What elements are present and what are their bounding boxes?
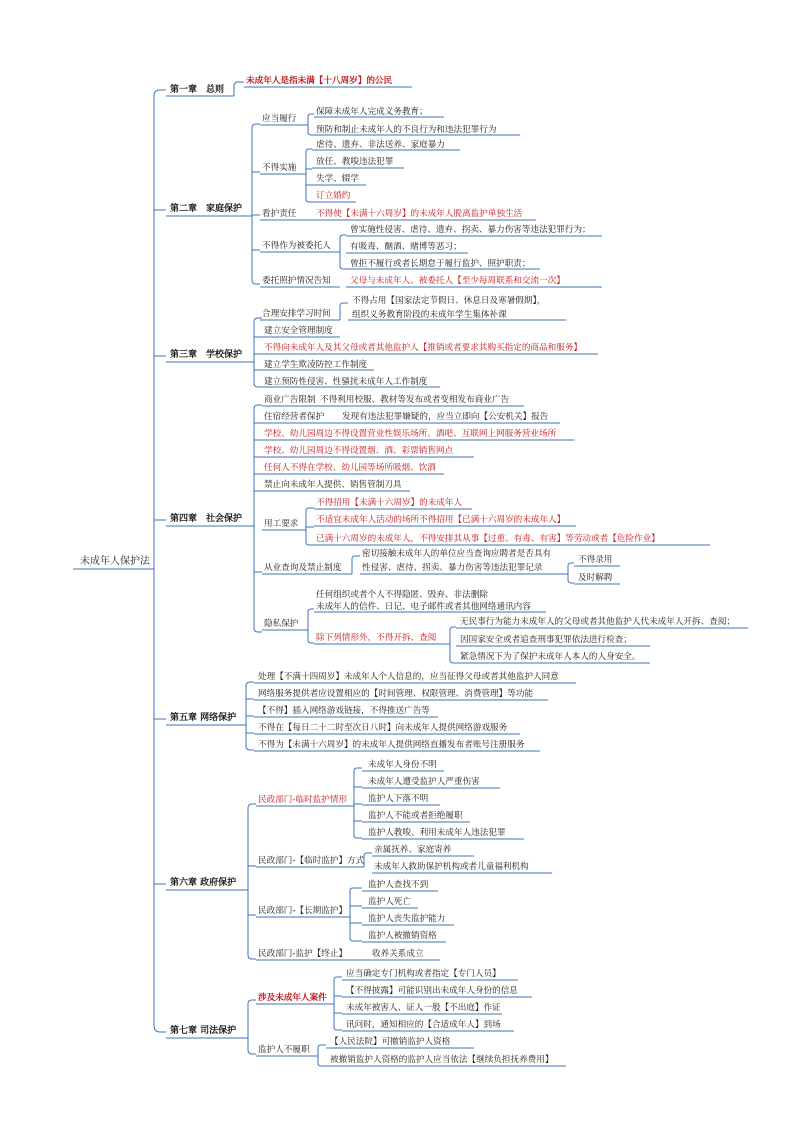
chapter-2-entrustee-item: 有吸毒、酗酒、赌博等恶习； xyxy=(350,242,462,252)
chapter-3-study-item: 组织义务教育阶段的未成年学生集体补课 xyxy=(352,310,507,320)
chapter-2-entrustee-item: 曾实施性侵害、虐待、遗弃、拐卖、暴力伤害等违法犯罪行为； xyxy=(350,225,591,235)
chapter-6-title: 第六章 政府保护 xyxy=(170,878,237,888)
chapter-2-prohibit-item: 失学、辍学 xyxy=(316,174,359,184)
root-label: 未成年人保护法 xyxy=(80,556,150,567)
chapter-4-employ-label: 用工要求 xyxy=(264,519,299,529)
chapter-4-item: 禁止向未成年人提供、销售管制刀具 xyxy=(264,480,402,490)
chapter-5-item: 处理【不满十四周岁】未成年人个人信息的，应当征得父母或者其他监护人同意 xyxy=(258,672,559,682)
chapter-2 xyxy=(166,105,602,287)
chapter-4-employ-item: 已满十六周岁的未成年人，不得安排其从事【过重、有毒、有害】等劳动或者【危险作业】 xyxy=(316,534,660,544)
chapter-4-item: 学校、幼儿园周边不得设置营业性娱乐场所、酒吧、互联网上网服务营业场所 xyxy=(264,429,557,439)
chapter-2-duty-item: 保障未成年人完成义务教育； xyxy=(316,107,428,117)
chapter-3-item: 建立学生欺凌防控工作制度 xyxy=(264,360,368,370)
chapter-7-title: 第七章 司法保护 xyxy=(170,1026,237,1036)
chapter-6-temp-label: 民政部门-临时监护情形 xyxy=(258,795,348,805)
chapter-4 xyxy=(166,393,748,663)
chapter-6-end-label: 民政部门-监护【终止】 xyxy=(258,949,348,959)
chapter-2-notify-label: 委托照护情况告知 xyxy=(262,276,331,286)
chapter-6-temp-method-item: 未成年人救助保护机构或者儿童福利机构 xyxy=(374,862,529,872)
chapter-4-check-item: 性侵害、虐待、拐卖、暴力伤害等违法犯罪记录 xyxy=(362,563,543,573)
chapter-6-temp-item: 监护人下落不明 xyxy=(368,794,429,804)
chapter-4-item: 任何人不得在学校、幼儿园等场所吸烟、饮酒 xyxy=(264,463,436,473)
chapter-2-prohibit-item: 放任、教唆违法犯罪 xyxy=(316,157,394,167)
chapter-6-long-item: 监护人丧失监护能力 xyxy=(368,914,446,924)
chapter-7-case-label: 涉及未成年人案件 xyxy=(258,993,327,1003)
chapter-4-privacy-case: 因国家安全或者追查刑事犯罪依法进行检查； xyxy=(460,635,632,645)
chapter-4-ad-item: 不得利用校服、教材等发布或者变相发布商业广告 xyxy=(320,395,510,405)
chapter-6-long-item: 监护人查找不到 xyxy=(368,880,429,890)
chapter-2-prohibit-item: 虐待、遗弃、非法送养、家庭暴力 xyxy=(316,140,445,150)
chapter-5-item: 不得为【未满十六周岁】的未成年人提供网络直播发布者账号注册服务 xyxy=(258,740,525,750)
chapter-2-care-item: 不得使【未满十六周岁】的未成年人脱离监护单独生活 xyxy=(316,209,523,219)
chapter-6-temp-item: 监护人教唆、利用未成年人违法犯罪 xyxy=(368,828,506,838)
chapter-2-notify-item: 父母与未成年人、被委托人【至少每周联系和交流一次】 xyxy=(350,276,565,286)
chapter-6-long-label: 民政部门-【长期监护】 xyxy=(258,906,348,916)
chapter-6-long-item: 监护人死亡 xyxy=(368,897,411,907)
chapter-4-privacy-item: 未成年人的信件、日记、电子邮件或者其他网络通讯内容 xyxy=(316,602,531,612)
chapter-1-item: 未成年人是指未满【十八周岁】的公民 xyxy=(246,76,393,86)
chapter-3 xyxy=(166,294,598,387)
chapter-7-case-item: 未成年被害人、证人一般【不出庭】作证 xyxy=(346,1003,501,1013)
chapter-4-check-result: 及时解聘 xyxy=(578,573,613,583)
chapter-4-hotel-label: 住宿经营者保护 xyxy=(264,412,325,422)
chapter-4-privacy-label: 隐私保护 xyxy=(264,619,299,629)
chapter-2-entrustee-label: 不得作为被委托人 xyxy=(262,241,331,251)
chapter-4-privacy-item: 任何组织或者个人不得隐匿、毁弃、非法删除 xyxy=(316,590,488,600)
chapter-7-guardian-item: 【人民法院】可撤销监护人资格 xyxy=(330,1037,451,1047)
chapter-2-duty-item: 预防和制止未成年人的不良行为和违法犯罪行为 xyxy=(316,125,497,135)
chapter-3-title: 第三章 学校保护 xyxy=(170,350,243,360)
chapter-3-item: 建立预防性侵害、性骚扰未成年人工作制度 xyxy=(264,377,428,387)
chapter-1 xyxy=(166,74,412,96)
chapter-3-study-label: 合理安排学习时间 xyxy=(262,309,331,319)
chapter-2-entrustee-item: 曾拒不履行或者长期怠于履行监护、照护职责； xyxy=(350,259,531,269)
chapter-5-item: 网络服务提供者应设置相应的【时间管理、权限管理、消费管理】等功能 xyxy=(258,689,534,699)
chapter-2-duty-label: 应当履行 xyxy=(262,114,297,124)
chapter-4-privacy-except: 除下列情形外，不得开拆、查阅 xyxy=(316,633,437,643)
root-node xyxy=(73,554,154,569)
chapter-2-prohibit-item: 订立婚约 xyxy=(316,191,351,201)
chapter-7-case-item: 应当确定专门机构或者指定【专门人员】 xyxy=(346,969,501,979)
chapter-6-temp-item: 未成年人遭受监护人严重伤害 xyxy=(368,777,480,787)
chapter-2-care-label: 看护责任 xyxy=(262,209,297,219)
chapter-4-employ-item: 不得招用【未满十六周岁】的未成年人 xyxy=(316,498,463,508)
chapter-4-title: 第四章 社会保护 xyxy=(170,514,243,524)
chapter-4-check-result: 不得录用 xyxy=(578,555,613,565)
chapter-5-item: 不得在【每日二十二时至次日八时】向未成年人提供网络游戏服务 xyxy=(258,723,508,733)
chapter-4-privacy-case: 紧急情况下为了保护未成年人本人的人身安全。 xyxy=(460,652,641,662)
chapter-7 xyxy=(166,967,566,1066)
chapter-6-temp-item: 未成年人身份不明 xyxy=(368,760,437,770)
chapter-7-guardian-label: 监护人不履职 xyxy=(258,1045,310,1055)
chapter-6-long-item: 监护人被撤销资格 xyxy=(368,931,437,941)
chapter-4-check-label: 从业查询及禁止制度 xyxy=(264,563,342,573)
chapter-6-temp-item: 监护人不能或者拒绝履职 xyxy=(368,811,463,821)
chapter-4-privacy-case: 无民事行为能力未成年人的父母或者其他监护人代未成年人开拆、查阅； xyxy=(460,617,736,627)
chapter-6-temp-method-label: 民政部门-【临时监护】方式 xyxy=(258,856,365,866)
chapter-4-item: 学校、幼儿园周边不得设置烟、酒、彩票销售网点 xyxy=(264,446,454,456)
chapter-5-item: 【不得】插入网络游戏链接，不得推送广告等 xyxy=(258,706,430,716)
chapter-6-end-item: 收养关系成立 xyxy=(372,949,424,959)
chapter-4-check-item: 密切接触未成年人的单位应当查询应聘者是否具有 xyxy=(362,549,552,559)
chapter-3-item: 建立安全管理制度 xyxy=(264,326,333,336)
chapter-2-prohibit-label: 不得实施 xyxy=(262,163,297,173)
chapter-6-temp-method-item: 亲属抚养、家庭寄养 xyxy=(374,845,452,855)
chapter-4-employ-item: 不适宜未成年人活动的场所不得招用【已满十六周岁的未成年人】 xyxy=(316,515,566,525)
chapter-5 xyxy=(166,670,576,751)
chapter-4-hotel-item: 发现有违法犯罪嫌疑的，应当立即向【公安机关】报告 xyxy=(342,412,549,422)
chapter-3-item: 不得向未成年人及其父母或者其他监护人【推销或者要求其购买指定的商品和服务】 xyxy=(264,343,582,353)
chapter-5-title: 第五章 网络保护 xyxy=(170,713,237,723)
chapter-6 xyxy=(166,758,552,960)
chapter-2-title: 第二章 家庭保护 xyxy=(170,204,243,214)
chapter-3-study-item: 不得占用【国家法定节假日、休息日及寒暑假期】， xyxy=(352,296,546,306)
chapter-7-case-item: 讯问时，通知相应的【合适成年人】到场 xyxy=(346,1020,501,1030)
chapter-4-ad-label: 商业广告限制 xyxy=(264,395,316,405)
chapter-7-case-item: 【不得披露】可能识别出未成年人身份的信息 xyxy=(346,986,518,996)
chapter-7-guardian-item: 被撤销监护人资格的监护人应当依法【继续负担抚养费用】 xyxy=(330,1055,554,1065)
chapter-1-title: 第一章 总则 xyxy=(170,85,225,95)
